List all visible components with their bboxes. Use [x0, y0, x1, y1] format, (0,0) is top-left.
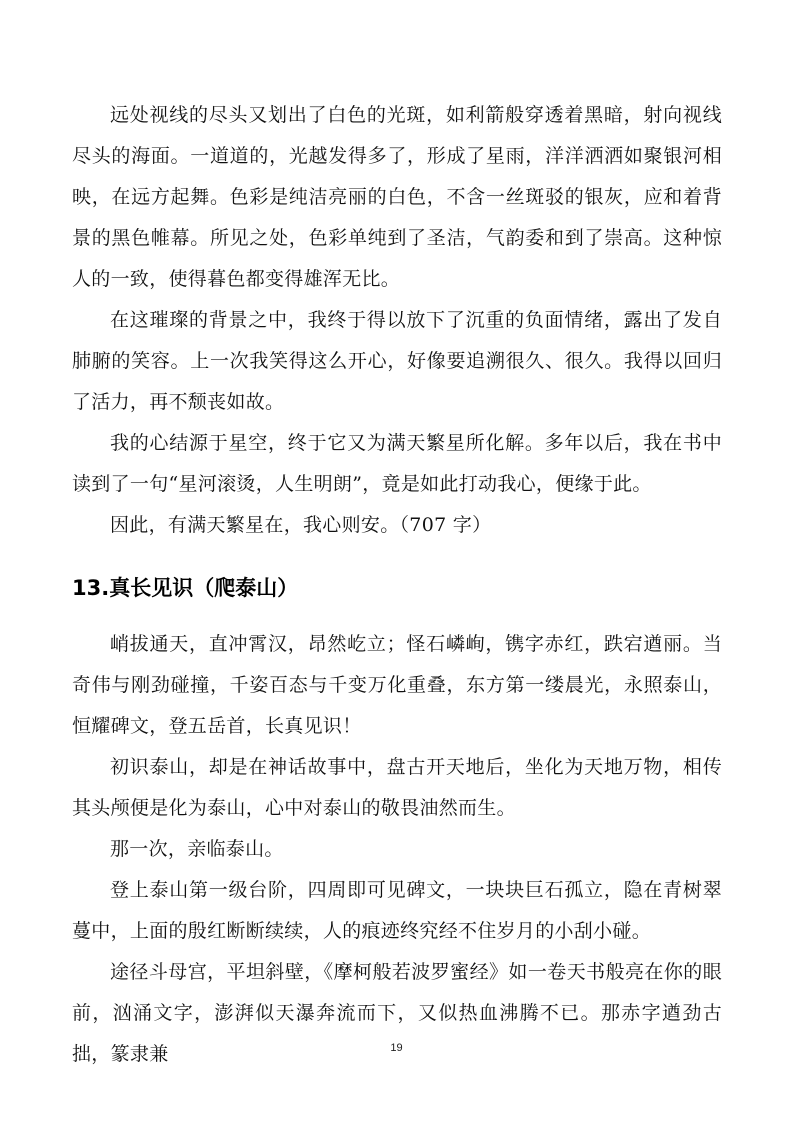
body-paragraph: 因此，有满天繁星在，我心则安。（707 字）	[110, 514, 492, 536]
body-paragraph: 峭拔通天，直冲霄汉，昂然屹立；怪石嶙峋，镌字赤红，跌宕遒丽。当奇伟与刚劲碰撞，千姿百态与千变万化重叠，东方第一缕晨光，永照泰山，恒耀碑文，登五岳首，长真见识！	[72, 633, 722, 737]
body-paragraph: 远处视线的尽头又划出了白色的光斑，如利箭般穿透着黑暗，射向视线尽头的海面。一道道的，光越发得多了，形成了星雨，洋洋洒洒如聚银河相映，在远方起舞。色彩是纯洁亮丽的白色，不含一丝斑驳的银灰，应和着背景的黑色帷幕。所见之处，色彩单纯到了圣洁，气韵委和到了崇高。这种惊人的一致，使得暮色都变得雄浑无比。	[72, 104, 722, 290]
page-number: 19	[390, 1042, 403, 1054]
body-paragraph: 登上泰山第一级台阶，四周即可见碑文，一块块巨石孤立，隐在青树翠蔓中，上面的殷红断断续续，人的痕迹终究经不住岁月的小刮小碰。	[72, 879, 722, 942]
body-paragraph: 那一次，亲临泰山。	[110, 838, 284, 860]
body-paragraph: 在这璀璨的背景之中，我终于得以放下了沉重的负面情绪，露出了发自肺腑的笑容。上一次我笑得这么开心，好像要追溯很久、很久。我得以回归了活力，再不颓丧如故。	[72, 309, 722, 413]
body-paragraph: 我的心结源于星空，终于它又为满天繁星所化解。多年以后，我在书中读到了一句“星河滚烫，人生明朗”，竟是如此打动我心，便缘于此。	[72, 432, 722, 495]
section-heading: 13.真长见识（爬泰山）	[72, 576, 299, 600]
document-page	[72, 95, 722, 1075]
body-paragraph: 初识泰山，却是在神话故事中，盘古开天地后，坐化为天地万物，相传其头颅便是化为泰山，心中对泰山的敬畏油然而生。	[72, 756, 722, 819]
body-paragraph: 途径斗母宫，平坦斜壁，《摩柯般若波罗蜜经》如一卷天书般亮在你的眼前，汹涌文字，澎湃似天瀑奔流而下，又似热血沸腾不已。那赤字遒劲古拙，篆隶兼	[72, 961, 722, 1065]
